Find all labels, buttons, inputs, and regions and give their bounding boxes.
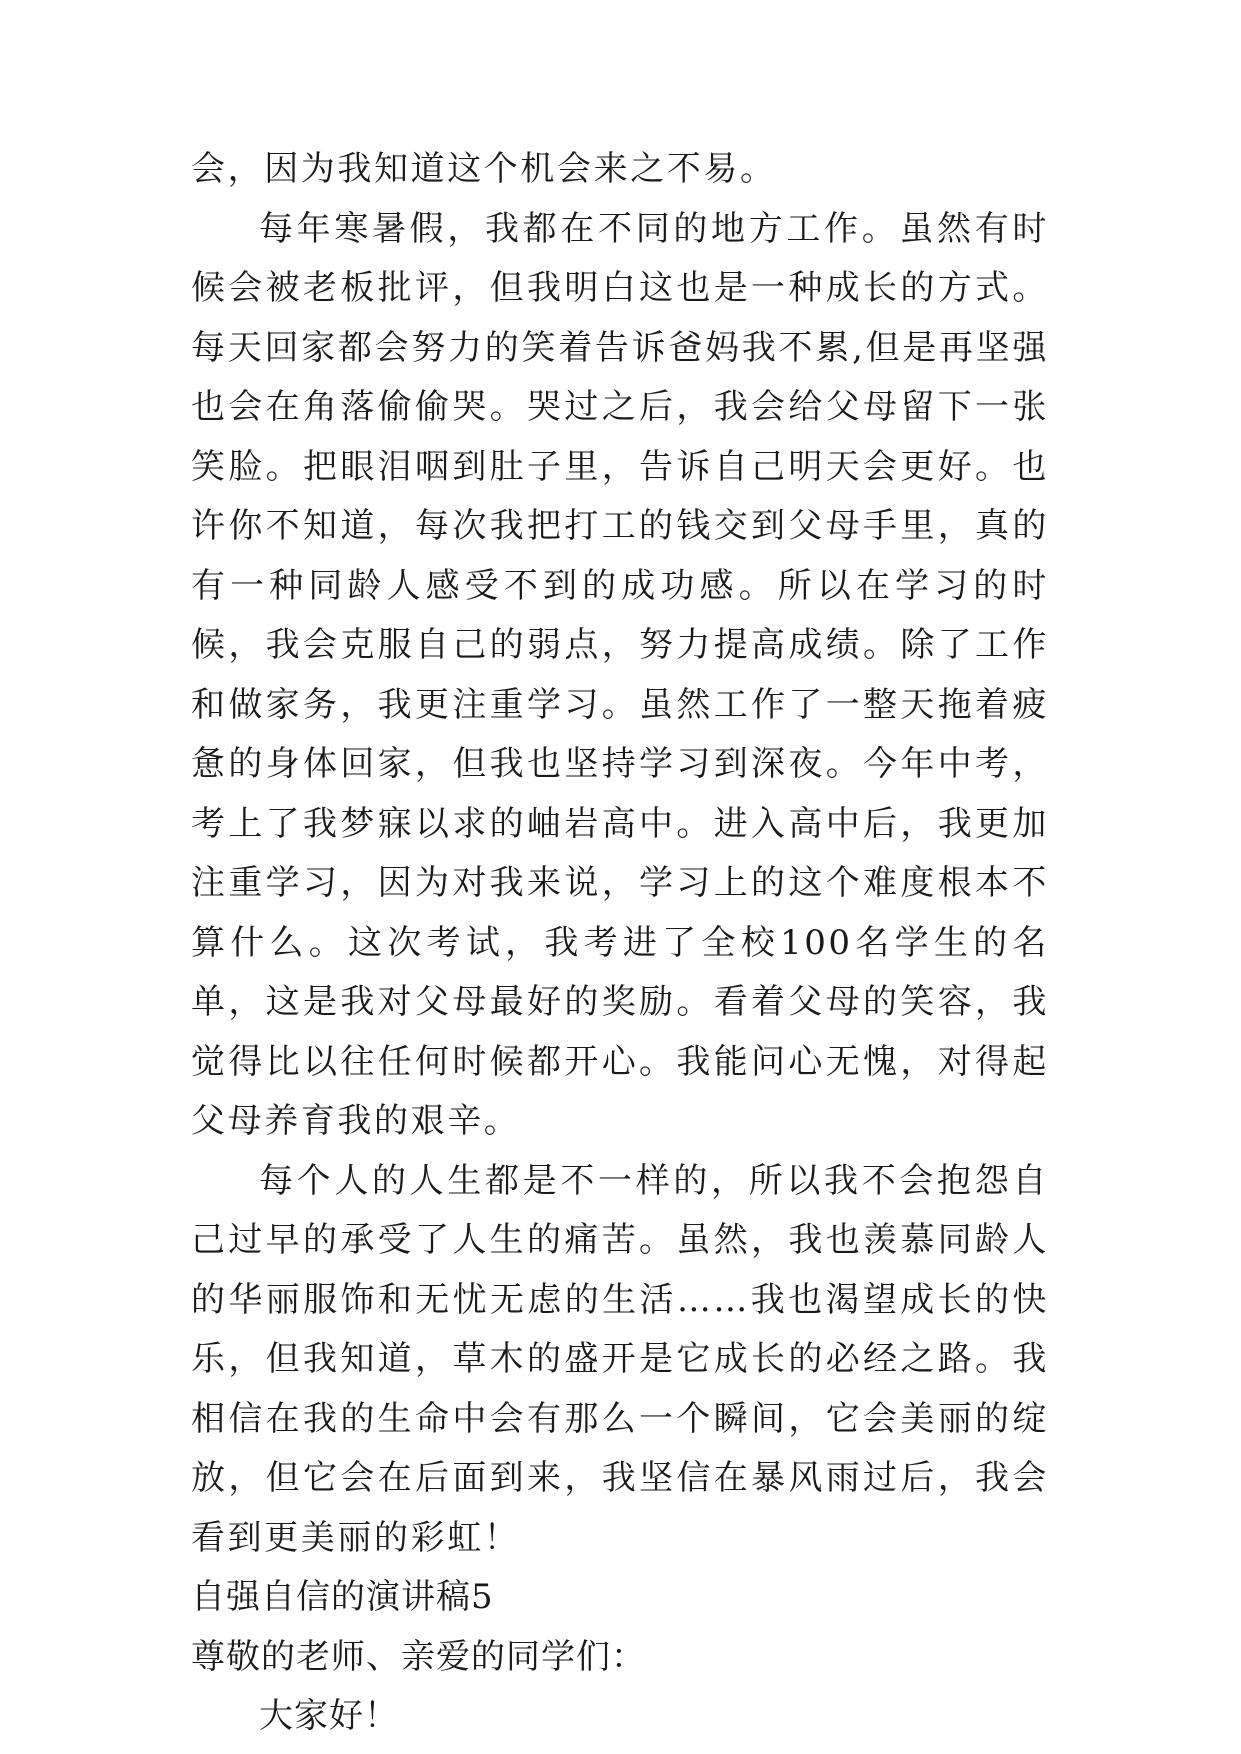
section-title: 自强自信的演讲稿5 <box>191 1577 494 1617</box>
document-body <box>191 140 1049 1747</box>
greeting: 大家好！ <box>259 1696 399 1736</box>
paragraph-continuation: 会，因为我知道这个机会来之不易。 <box>191 149 777 189</box>
paragraph-work-and-study: 每年寒暑假，我都在不同的地方工作。虽然有时候会被老板批评，但我明白这也是一种成长的方式。每天回家都会努力的笑着告诉爸妈我不累,但是再坚强也会在角落偷偷哭。哭过之后，我会给父母留下一张笑脸。把眼泪咽到肚子里，告诉自己明天会更好。也许你不知道，每次我把打工的钱交到父母手里，真的有一种同龄人感受不到的成功感。所以在学习的时候，我会克服自己的弱点，努力提高成绩。除了工作和做家务，我更注重学习。虽然工作了一整天拖着疲惫的身体回家，但我也坚持学习到深夜。今年中考，考上了我梦寐以求的岫岩高中。进入高中后，我更加注重学习，因为对我来说，学习上的这个难度根本不算什么。这次考试，我考进了全校100名学生的名单，这是我对父母最好的奖励。看着父母的笑容，我觉得比以往任何时候都开心。我能问心无愧，对得起父母养育我的艰辛。 <box>191 208 1049 1141</box>
paragraph-life-is-different: 每个人的人生都是不一样的，所以我不会抱怨自己过早的承受了人生的痛苦。虽然，我也羡慕同龄人的华丽服饰和无忧无虑的生活……我也渴望成长的快乐，但我知道，草木的盛开是它成长的必经之路。我相信在我的生命中会有那么一个瞬间，它会美丽的绽放，但它会在后面到来，我坚信在暴风雨过后，我会看到更美丽的彩虹！ <box>191 1160 1049 1558</box>
salutation: 尊敬的老师、亲爱的同学们： <box>191 1636 646 1677</box>
